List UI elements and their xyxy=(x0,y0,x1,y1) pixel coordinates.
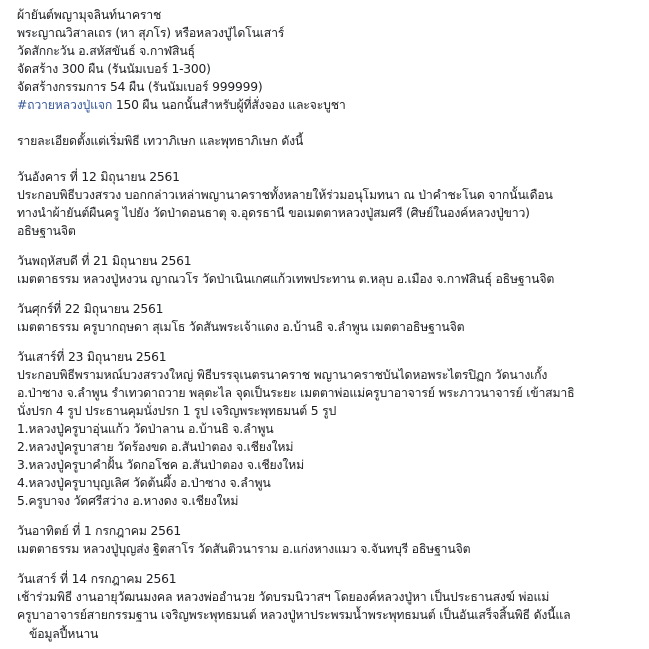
section-line: อธิษฐานจิต xyxy=(17,224,76,238)
section-line: เมตตาธรรม หลวงปู่หงวน ญาณวโร วัดป่าเนินเกศแก้วเทพประทาน ต.หลุบ อ.เมือง จ.กาฬสินธุ์ อธิษฐานจิต xyxy=(17,272,555,286)
section-jul-14 xyxy=(17,570,642,624)
header-line: ผ้ายันต์พญามุจลินท์นาคราช xyxy=(17,8,162,22)
section-date: วันเสาร์ที่ 23 มิถุนายน 2561 xyxy=(17,350,167,364)
header-line: จัดสร้างกรรมการ 54 ผืน (รันนัมเบอร์ 999999) xyxy=(17,80,263,94)
list-item: 3.หลวงปู่ครูบาคำฝั้น วัดกอโชค อ.สันป่าตอง จ.เชียงใหม่ xyxy=(17,458,304,472)
section-line: นั่งปรก 4 รูป ประธานคุมนั่งปรก 1 รูป เจริญพระพุทธมนต์ 5 รูป xyxy=(17,404,337,418)
section-date: วันศุกร์ที่ 22 มิถุนายน 2561 xyxy=(17,302,164,316)
intro-text: รายละเอียดตั้งแต่เริ่มพิธี เทวาภิเษก และพุทธาภิเษก ดังนี้ xyxy=(17,134,304,148)
list-item: 1.หลวงปู่ครูบาอุ่นแก้ว วัดป่าลาน อ.บ้านธิ จ.ลำพูน xyxy=(17,422,274,436)
section-line: เมตตาธรรม ครูบากฤษดา สุเมโธ วัดสันพระเจ้าแดง อ.บ้านธิ จ.ลำพูน เมตตาอธิษฐานจิต xyxy=(17,320,465,334)
hashtag-line-text: 150 ผืน นอกนั้นสำหรับผู้ที่สั่งจอง และจะบูชา xyxy=(112,98,346,112)
footer-credit: ข้อมูลปี้หนาน xyxy=(29,627,99,641)
section-date: วันอังคาร ที่ 12 มิถุนายน 2561 xyxy=(17,170,180,184)
list-item: 4.หลวงปู่ครูบาบุญเลิศ วัดต้นผึ้ง อ.ป่าซาง จ.ลำพูน xyxy=(17,476,271,490)
section-date: วันเสาร์ ที่ 14 กรกฎาคม 2561 xyxy=(17,572,177,586)
section-line: เมตตาธรรม หลวงปู่บุญส่ง ฐิตสาโร วัดสันติวนาราม อ.แก่งหางแมว จ.จันทบุรี อธิษฐานจิต xyxy=(17,542,471,556)
header-line: วัดสักกะวัน อ.สหัสขันธ์ จ.กาฬสินธุ์ xyxy=(17,44,195,58)
hashtag-line xyxy=(17,96,642,114)
header-line: พระญาณวิสาลเถร (หา สุภโร) หรือหลวงปู่ไดโนเสาร์ xyxy=(17,26,285,40)
post-header xyxy=(17,6,642,114)
hashtag-link[interactable]: #ถวายหลวงปู่แจก xyxy=(17,98,113,112)
section-date: วันพฤหัสบดี ที่ 21 มิถุนายน 2561 xyxy=(17,254,192,268)
section-jun-23 xyxy=(17,348,642,510)
list-item: 2.หลวงปู่ครูบาสาย วัดร้องขด อ.สันป่าตอง จ.เชียงใหม่ xyxy=(17,440,294,454)
header-line: จัดสร้าง 300 ผืน (รันนัมเบอร์ 1-300) xyxy=(17,62,211,76)
section-line: ครูบาอาจารย์สายกรรมฐาน เจริญพระพุทธมนต์ หลวงปู่หาประพรมน้ำพระพุทธมนต์ เป็นอันเสร็จสิ้นพิธี ดังนี้แล xyxy=(17,608,571,622)
section-jun-22 xyxy=(17,300,642,336)
section-line: ประกอบพิธีพรามหณ์บวงสรวงใหญ่ พิธีบรรจุเนตรนาคราช พญานาคราชบันไดหอพระไตรปิฏก วัดนางเกั้ง xyxy=(17,368,548,382)
section-line: เช้าร่วมพิธี งานอายุวัฒนมงคล หลวงพ่ออำนวย วัดบรมนิวาสฯ โดยองค์หลวงปู่หา เป็นประธานสงฆ์ พ่อแม่ xyxy=(17,590,550,604)
list-item: 5.ครูบาจง วัดศรีสว่าง อ.หางดง จ.เชียงใหม่ xyxy=(17,494,239,508)
section-jun-21 xyxy=(17,252,642,288)
section-line: ประกอบพิธีบวงสรวง บอกกล่าวเหล่าพญานาคราชทั้งหลายให้ร่วมอนุโมทนา ณ ป่าคำชะโนด จากนั้นเดือน xyxy=(17,188,553,202)
section-line: อ.ป่าซาง จ.ลำพูน รำเทวดาถวาย พลุตะไล จุดเป็นระยะ เมตตาพ่อแม่ครูบาอาจารย์ พระภาวนาจารย์ เข้าสมาธิ xyxy=(17,386,575,400)
section-jul-1 xyxy=(17,522,642,558)
post-body xyxy=(17,6,642,624)
section-line: ทางนำผ้ายันต์ผืนครู ไปยัง วัดป่าดอนธาตุ จ.อุดรธานี ขอเมตตาหลวงปู่สมศรี (ศิษย์ในองค์หลวงปู่ขาว) xyxy=(17,206,530,220)
section-jun-12 xyxy=(17,168,642,240)
section-date: วันอาทิตย์ ที่ 1 กรกฎาคม 2561 xyxy=(17,524,181,538)
